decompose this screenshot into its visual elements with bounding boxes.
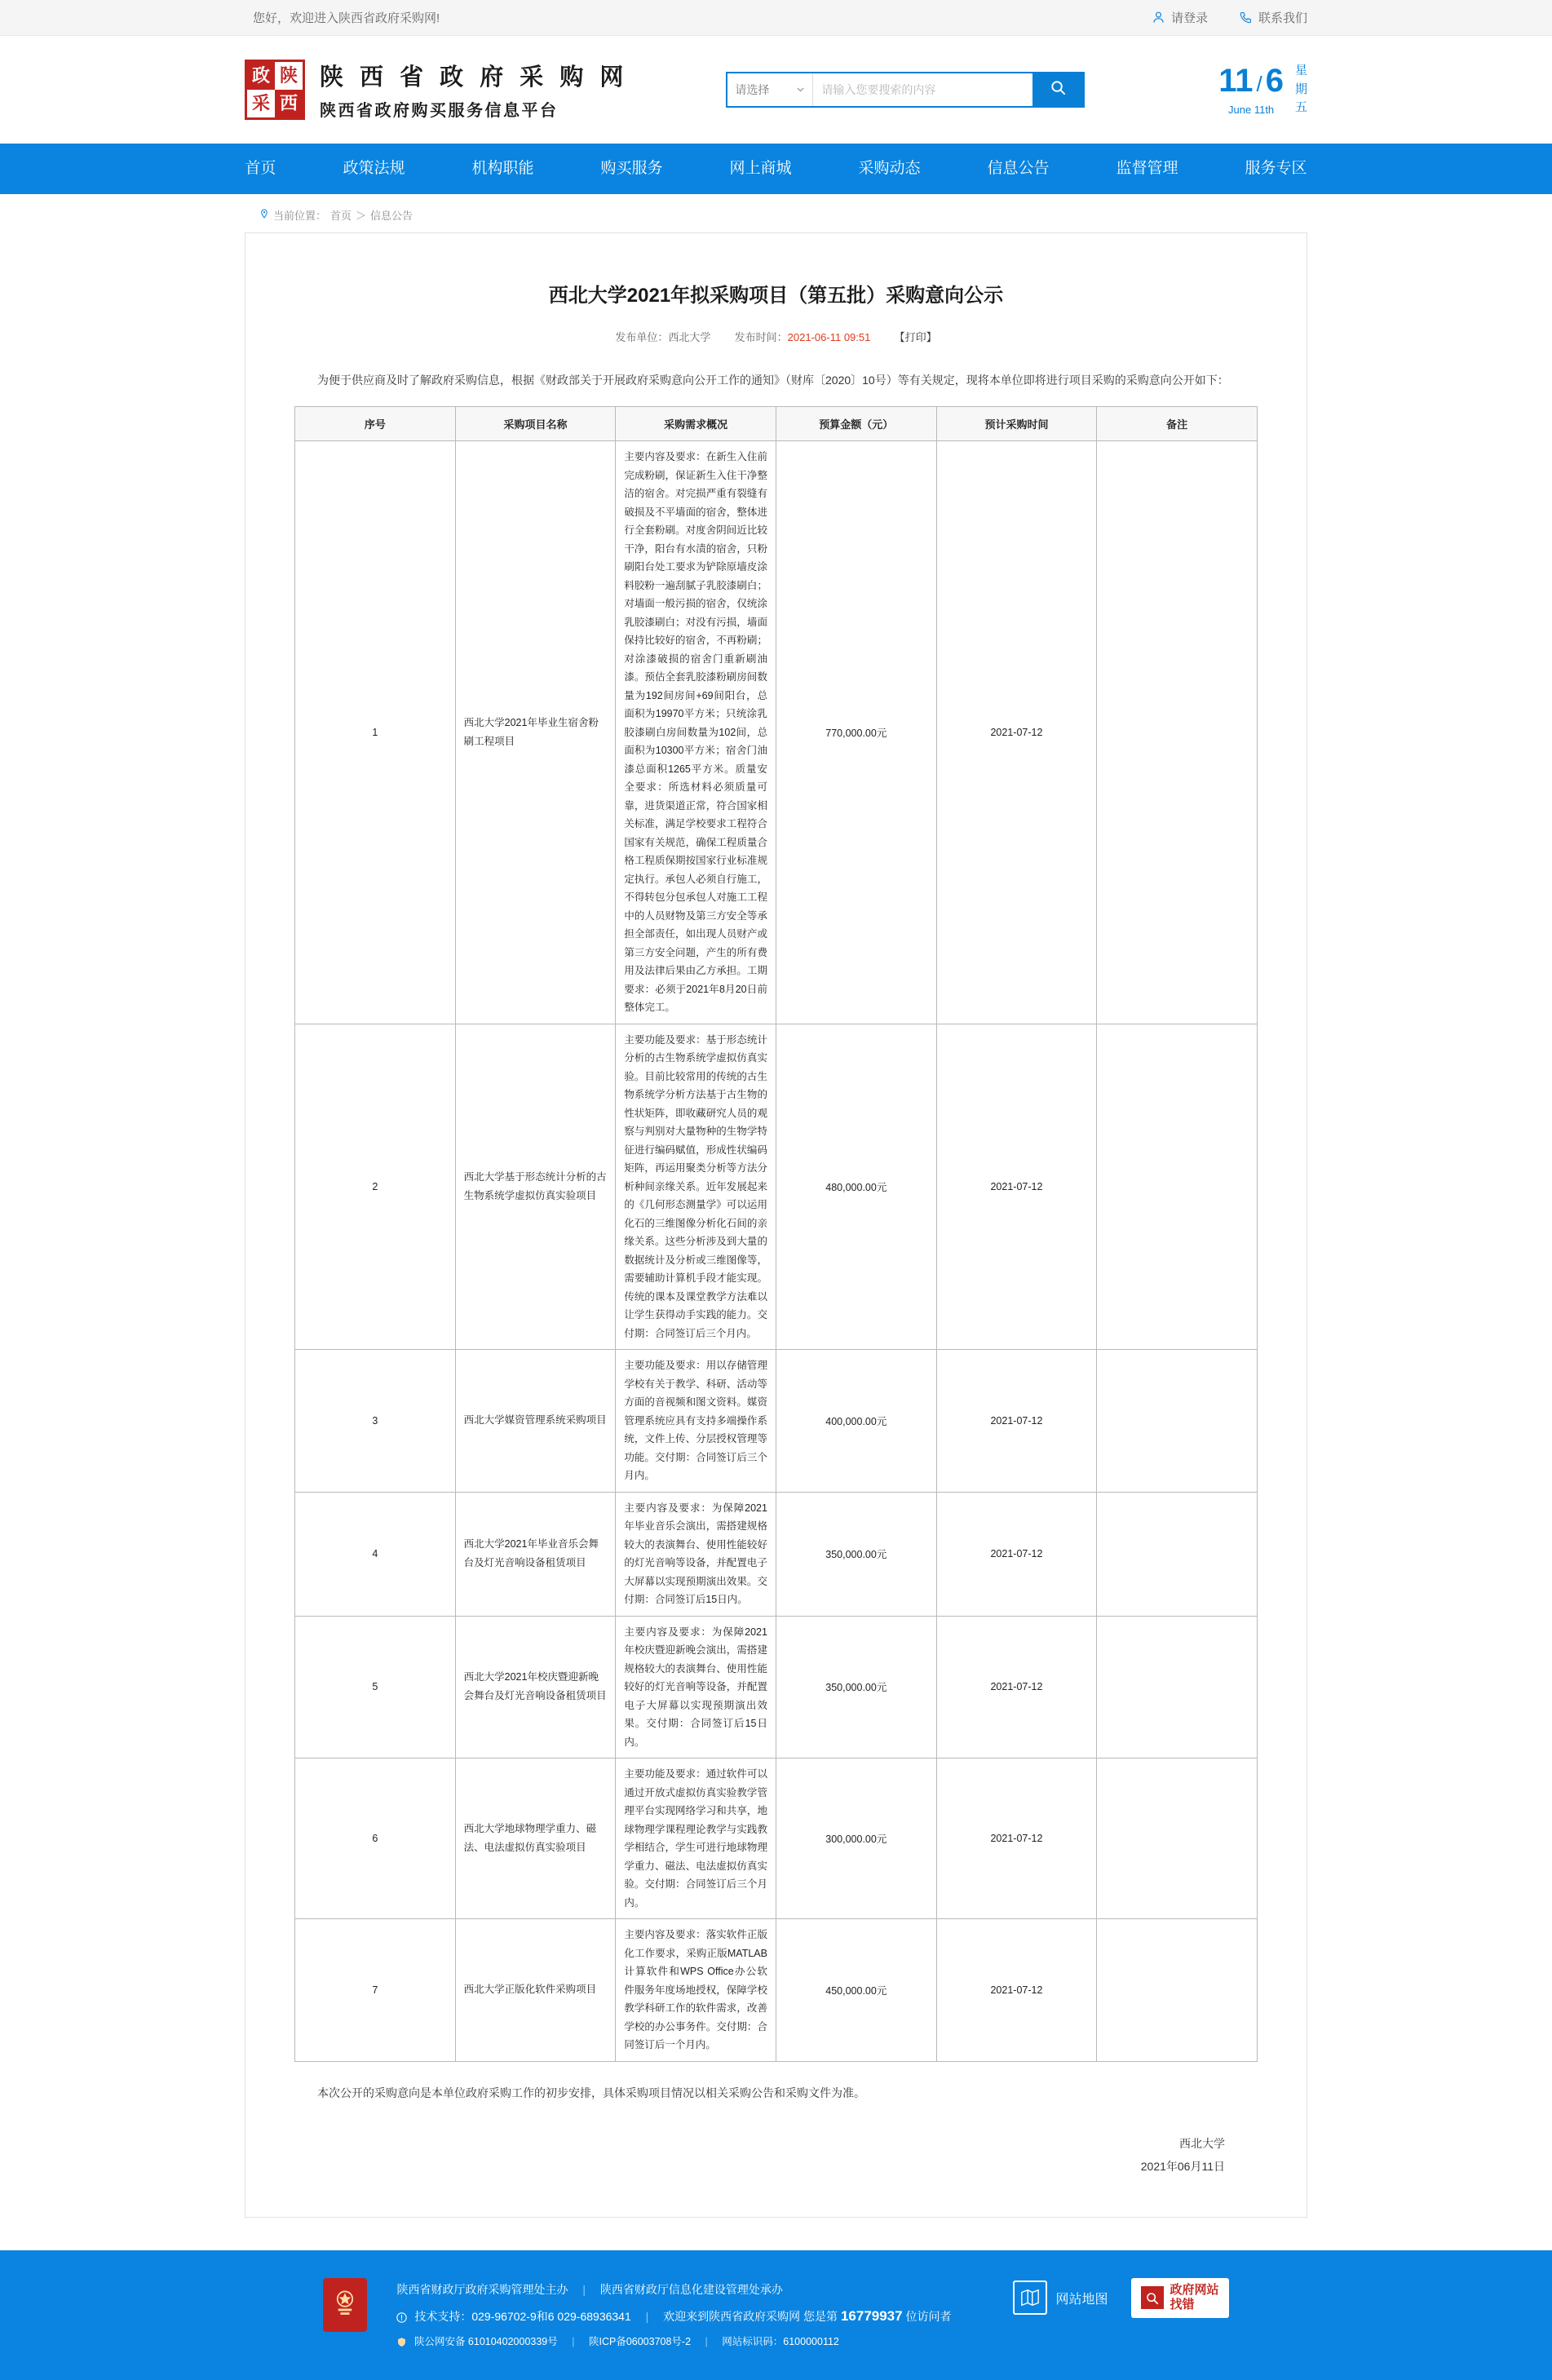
- table-row: [295, 1492, 1258, 1616]
- cell-index: 5: [295, 1616, 456, 1758]
- document-meta: [294, 329, 1258, 344]
- top-right-links: [1152, 9, 1307, 26]
- cell-remark: [1097, 1492, 1258, 1616]
- support-icon: [396, 2312, 410, 2325]
- cell-index: 7: [295, 1919, 456, 2062]
- site-title-block: [320, 59, 628, 121]
- footer-line-2: [396, 2302, 951, 2331]
- cell-expected-time: 2021-07-12: [936, 1919, 1097, 2062]
- cell-expected-time: 2021-07-12: [936, 441, 1097, 1024]
- cell-project-name: 西北大学地球物理学重力、磁法、电法虚拟仿真实验项目: [455, 1758, 616, 1919]
- search-placeholder: 请输入您要搜索的内容: [821, 83, 936, 96]
- cell-expected-time: 2021-07-12: [936, 1616, 1097, 1758]
- logo-mark-icon: [245, 60, 305, 120]
- cell-requirements: 主要内容及要求：在新生入住前完成粉刷，保证新生入住干净整洁的宿舍。对完损严重有裂缝有破损及不平墙面的宿舍，整体进行全套粉刷。对度舍阴间近比较干净，阳台有水渍的宿舍，只粉刷阳台处工要求为铲除原墙皮涂料胶粉一遍刮腻子乳胶漆刷白；对墙面一般污损的宿舍，仅统涂乳胶漆刷白；对没有污损，墙面保持比较好的宿舍，不再粉刷；对涂漆破损的宿舍门重新刷油漆。预估全套乳胶漆粉刷房间数量为192间房间+69间阳台，总面积为19970平方米；只统涂乳胶漆刷白房间数量为102间，总面积为10300平方米；宿舍门油漆总面积1265平方米。质量安全要求：所选材料必须质量可靠，进货渠道正常，符合国家相关标准，满足学校要求工程符合国家有关规范，确保工程质量合格工程质保期按国家行业标准规定执行。承包人必须自行施工，不得转包分包承包人对施工工程中的人员财物及第三方安全等承担全部责任，如出现人员财产或第三方安全问题，产生的所有费用及法律后果由乙方承担。工期要求：必须于2021年8月20日前整体完工。: [616, 441, 776, 1024]
- nav-item-functions[interactable]: 机构职能: [471, 160, 534, 177]
- footer-divider-1: |: [582, 2282, 586, 2296]
- logo-char-4: 西: [275, 90, 303, 117]
- table-row: [295, 1919, 1258, 2062]
- cell-project-name: 西北大学正版化软件采购项目: [455, 1919, 616, 2062]
- gov-website-report-badge[interactable]: [1131, 2278, 1229, 2319]
- breadcrumb-label: 当前位置：: [273, 210, 327, 222]
- print-button[interactable]: 【打印】: [894, 331, 937, 343]
- cell-project-name: 西北大学2021年毕业生宿舍粉刷工程项目: [455, 441, 616, 1024]
- footer-line-3: [396, 2331, 951, 2355]
- site-title: 陕 西 省 政 府 采 购 网: [320, 64, 629, 91]
- table-row: [295, 1616, 1258, 1758]
- search-bar[interactable]: [726, 72, 1085, 108]
- nav-item-news[interactable]: 采购动态: [858, 160, 921, 177]
- site-logo[interactable]: [245, 59, 628, 121]
- date-weekday: [1295, 62, 1307, 117]
- footer-visitor-count: 16779937: [840, 2307, 903, 2324]
- publish-time-value: 2021-06-11 09:51: [787, 331, 871, 343]
- cell-remark: [1097, 1919, 1258, 2062]
- cell-project-name: 西北大学基于形态统计分析的古生物系统学虚拟仿真实验项目: [455, 1024, 616, 1350]
- footer-org-operator: 陕西省财政厅信息化建设管理处承办: [599, 2282, 783, 2296]
- footer-site-id: 网站标识码：6100000112: [722, 2336, 839, 2348]
- gov-badge-icon: [1141, 2286, 1164, 2309]
- cell-budget: 350,000.00元: [776, 1616, 936, 1758]
- closing-paragraph: 本次公开的采购意向是本单位政府采购工作的初步安排，具体采购项目情况以相关采购公告和采购文件为准。: [317, 2086, 865, 2099]
- cell-budget: 770,000.00元: [776, 441, 936, 1024]
- cell-expected-time: 2021-07-12: [936, 1758, 1097, 1919]
- col-expected-time: 预计采购时间: [936, 407, 1097, 441]
- gov-badge-line1: 政府网站: [1170, 2282, 1219, 2297]
- cell-requirements: 主要内容及要求：落实软件正版化工作要求，采购正版MATLAB计算软件和WPS Office办公软件服务年度场地授权，保障学校教学科研工作的软件需求，改善学校的办公事务件。交付期：合同签订后一个月内。: [616, 1919, 776, 2062]
- col-budget: 预算金额（元）: [776, 407, 936, 441]
- login-label: 请登录: [1170, 11, 1208, 25]
- search-input[interactable]: [813, 73, 1032, 106]
- cell-index: 4: [295, 1492, 456, 1616]
- footer-line-1: [396, 2278, 951, 2302]
- date-day: 6: [1265, 62, 1284, 99]
- chevron-down-icon: [796, 83, 805, 96]
- procurement-intent-table: [294, 406, 1258, 2062]
- footer-divider-3: |: [572, 2336, 575, 2348]
- site-subtitle: 陕西省政府购买服务信息平台: [320, 102, 559, 120]
- nav-item-announcements[interactable]: 信息公告: [987, 160, 1050, 177]
- nav-item-home[interactable]: 首页: [245, 160, 276, 177]
- national-emblem-icon: [323, 2278, 367, 2332]
- weekday-char-2: 期: [1294, 82, 1307, 96]
- cell-expected-time: 2021-07-12: [936, 1024, 1097, 1350]
- search-category-value: 请选择: [735, 83, 770, 96]
- breadcrumb-home[interactable]: 首页: [330, 210, 352, 222]
- contact-link[interactable]: [1239, 9, 1307, 26]
- nav-item-supervision[interactable]: 监督管理: [1116, 160, 1178, 177]
- weekday-char-3: 五: [1294, 100, 1307, 115]
- cell-project-name: 西北大学媒资管理系统采购项目: [455, 1350, 616, 1493]
- col-project-name: 采购项目名称: [455, 407, 616, 441]
- nav-item-service-zone[interactable]: 服务专区: [1245, 160, 1307, 177]
- breadcrumb-separator: ＞: [356, 210, 367, 222]
- cell-budget: 400,000.00元: [776, 1350, 936, 1493]
- cell-index: 2: [295, 1024, 456, 1350]
- table-row: [295, 1350, 1258, 1493]
- breadcrumb: [0, 194, 1552, 232]
- nav-item-online-mall[interactable]: 网上商城: [729, 160, 792, 177]
- cell-requirements: 主要功能及要求：通过软件可以通过开放式虚拟仿真实验教学管理平台实现网络学习和共享，地球物理学课程理论教学与实践教学相结合，学生可进行地球物理学重力、磁法、电法虚拟仿真实验。交付期：合同签订后三个月内。: [616, 1758, 776, 1919]
- footer-police-record[interactable]: 陕公网安备 61010402000339号: [413, 2336, 558, 2348]
- map-icon: [1013, 2280, 1047, 2315]
- cell-project-name: 西北大学2021年校庆暨迎新晚会舞台及灯光音响设备租赁项目: [455, 1616, 616, 1758]
- gov-badge-line2: 找错: [1170, 2298, 1195, 2312]
- cell-budget: 300,000.00元: [776, 1758, 936, 1919]
- police-badge-icon: [396, 2338, 409, 2350]
- col-remark: 备注: [1097, 407, 1258, 441]
- user-icon: [1152, 11, 1165, 24]
- footer-support: 技术支持：029-96702-9和6 029-68936341: [414, 2309, 631, 2323]
- cell-remark: [1097, 441, 1258, 1024]
- date-sub: June 11th: [1228, 103, 1275, 116]
- content-wrapper: [0, 232, 1552, 2218]
- footer-divider-4: |: [705, 2336, 708, 2348]
- document-panel: [245, 232, 1307, 2218]
- cell-budget: 350,000.00元: [776, 1492, 936, 1616]
- col-requirements: 采购需求概况: [616, 407, 776, 441]
- gov-badge-text: [1170, 2283, 1219, 2314]
- logo-char-2: 陕: [275, 62, 303, 90]
- publisher-value: 西北大学: [668, 331, 711, 343]
- table-row: [295, 441, 1258, 1024]
- phone-icon: [1239, 11, 1253, 24]
- publish-time-label: 发布时间：: [734, 331, 788, 343]
- main-nav[interactable]: [0, 144, 1552, 194]
- search-category-select[interactable]: [727, 73, 813, 106]
- sitemap-label: 网站地图: [1055, 2292, 1108, 2307]
- date-month: 11: [1218, 62, 1254, 99]
- location-pin-icon: [259, 209, 269, 221]
- signature-block: [294, 2132, 1258, 2178]
- cell-requirements: 主要功能及要求：用以存储管理学校有关于教学、科研、活动等方面的音视频和图文资料。媒资管理系统应具有支持多端操作系统，文件上传、分层授权管理等功能。交付期：合同签订后三个月内。: [616, 1350, 776, 1493]
- breadcrumb-current: 信息公告: [370, 210, 413, 222]
- search-icon: [1050, 79, 1067, 100]
- footer-icp[interactable]: 陕ICP备06003708号-2: [588, 2336, 692, 2348]
- date-numeric: [1218, 64, 1284, 97]
- cell-budget: 450,000.00元: [776, 1919, 936, 2062]
- cell-remark: [1097, 1024, 1258, 1350]
- cell-expected-time: 2021-07-12: [936, 1492, 1097, 1616]
- logo-char-3: 采: [247, 90, 275, 117]
- welcome-text: 您好，欢迎进入陕西省政府采购网!: [253, 11, 440, 25]
- cell-requirements: 主要内容及要求：为保障2021年毕业音乐会演出，需搭建规格较大的表演舞台、使用性能较好的灯光音响等设备，并配置电子大屏幕以实现预期演出效果。交付期：合同签订后15日内。: [616, 1492, 776, 1616]
- col-index: 序号: [295, 407, 456, 441]
- table-header-row: [295, 407, 1258, 441]
- cell-budget: 480,000.00元: [776, 1024, 936, 1350]
- login-link[interactable]: [1152, 9, 1208, 26]
- intro-paragraph: 为便于供应商及时了解政府采购信息，根据《财政部关于开展政府采购意向公开工作的通知》（财库〔2020〕10号）等有关规定，现将本单位即将进行项目采购的采购意向公开如下：: [317, 374, 1229, 387]
- cell-remark: [1097, 1616, 1258, 1758]
- footer-org-host: 陕西省财政厅政府采购管理处主办: [396, 2282, 568, 2296]
- table-row: [295, 1758, 1258, 1919]
- footer-visitor-text: 欢迎来到陕西省政府采购网 您是第: [663, 2309, 838, 2323]
- table-row: [295, 1024, 1258, 1350]
- cell-expected-time: 2021-07-12: [936, 1350, 1097, 1493]
- nav-item-policy[interactable]: 政策法规: [343, 160, 405, 177]
- cell-remark: [1097, 1758, 1258, 1919]
- logo-char-1: 政: [247, 62, 275, 90]
- cell-remark: [1097, 1350, 1258, 1493]
- date-widget: [1218, 62, 1307, 117]
- site-footer: [0, 2250, 1552, 2380]
- signature-date: 2021年06月11日: [1140, 2159, 1225, 2173]
- footer-divider-2: |: [645, 2309, 649, 2323]
- search-button[interactable]: [1032, 73, 1083, 106]
- cell-index: 1: [295, 441, 456, 1024]
- cell-requirements: 主要内容及要求：为保障2021年校庆暨迎新晚会演出，需搭建规格较大的表演舞台、使用性能较好的灯光音响等设备，并配置电子大屏幕以实现预期演出效果。交付期：合同签订后15日内。: [616, 1616, 776, 1758]
- cell-index: 6: [295, 1758, 456, 1919]
- footer-text-block: [396, 2278, 951, 2356]
- cell-index: 3: [295, 1350, 456, 1493]
- nav-item-purchase-service[interactable]: 购买服务: [600, 160, 663, 177]
- page-title: 西北大学2021年拟采购项目（第五批）采购意向公示: [548, 285, 1004, 307]
- site-header: [0, 36, 1552, 144]
- signature-org: 西北大学: [1179, 2136, 1225, 2150]
- top-utility-bar: [0, 0, 1552, 36]
- cell-project-name: 西北大学2021年毕业音乐会舞台及灯光音响设备租赁项目: [455, 1492, 616, 1616]
- date-slash: /: [1256, 71, 1262, 96]
- footer-right-block: [1013, 2278, 1228, 2319]
- weekday-char-1: 星: [1294, 64, 1307, 78]
- cell-requirements: 主要功能及要求：基于形态统计分析的古生物系统学虚拟仿真实验。目前比较常用的传统的古生物系统学分析方法基于古生物的性状矩阵，即收藏研究人员的观察与判别对大量物种的生物学特征进行编码赋值，形成性状编码矩阵，再运用聚类分析等方法分析种间亲缘关系。近年发展起来的《几何形态测量学》可以运用化石的三维图像分析化石间的亲缘关系。这些分析涉及到大量的数据统计及分析或三维图像等，需要辅助计算机手段才能实现。传统的课本及课堂教学方法难以让学生获得动手实践的能力。交付期：合同签订后三个月内。: [616, 1024, 776, 1350]
- contact-label: 联系我们: [1258, 11, 1307, 25]
- publisher-label: 发布单位：: [615, 331, 669, 343]
- sitemap-link[interactable]: [1013, 2280, 1108, 2315]
- footer-visitor-suffix: 位访问者: [905, 2309, 952, 2323]
